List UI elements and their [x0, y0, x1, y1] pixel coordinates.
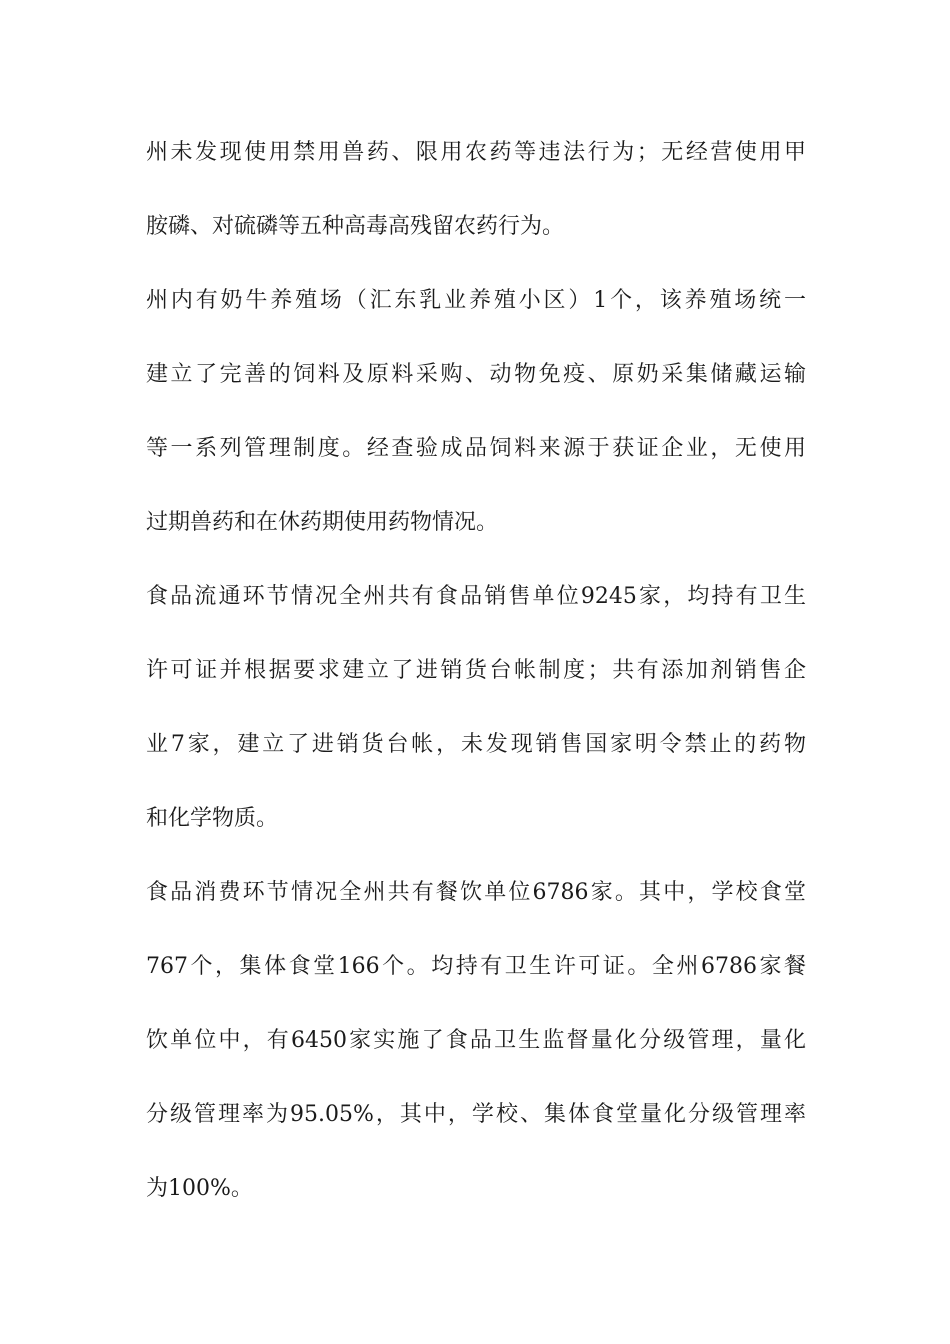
paragraph-2-line-3: 等一系列管理制度。经查验成品饲料来源于获证企业，无使用	[146, 436, 806, 461]
paragraph-3-line-4: 和化学物质。	[146, 806, 279, 831]
paragraph-2-line-2: 建立了完善的饲料及原料采购、动物免疫、原奶采集储藏运输	[146, 362, 806, 387]
paragraph-2-line-4: 过期兽药和在休药期使用药物情况。	[146, 510, 499, 535]
paragraph-4-line-1: 食品消费环节情况全州共有餐饮单位6786家。其中，学校食堂	[146, 880, 806, 905]
paragraph-4-line-4: 分级管理率为95.05%，其中，学校、集体食堂量化分级管理率	[146, 1102, 806, 1127]
paragraph-1-line-1: 州未发现使用禁用兽药、限用农药等违法行为；无经营使用甲	[146, 140, 806, 165]
paragraph-1-line-2: 胺磷、对硫磷等五种高毒高残留农药行为。	[146, 214, 565, 239]
paragraph-4-line-3: 饮单位中，有6450家实施了食品卫生监督量化分级管理，量化	[146, 1028, 806, 1053]
paragraph-3-line-2: 许可证并根据要求建立了进销货台帐制度；共有添加剂销售企	[146, 658, 806, 683]
paragraph-3-line-3: 业7家，建立了进销货台帐，未发现销售国家明令禁止的药物	[146, 732, 806, 757]
paragraph-4-line-2: 767个，集体食堂166个。均持有卫生许可证。全州6786家餐	[146, 954, 806, 979]
paragraph-2-line-1: 州内有奶牛养殖场（汇东乳业养殖小区）1个，该养殖场统一	[146, 288, 806, 313]
paragraph-3-line-1: 食品流通环节情况全州共有食品销售单位9245家，均持有卫生	[146, 584, 806, 609]
paragraph-4-line-5: 为100%。	[146, 1176, 253, 1201]
